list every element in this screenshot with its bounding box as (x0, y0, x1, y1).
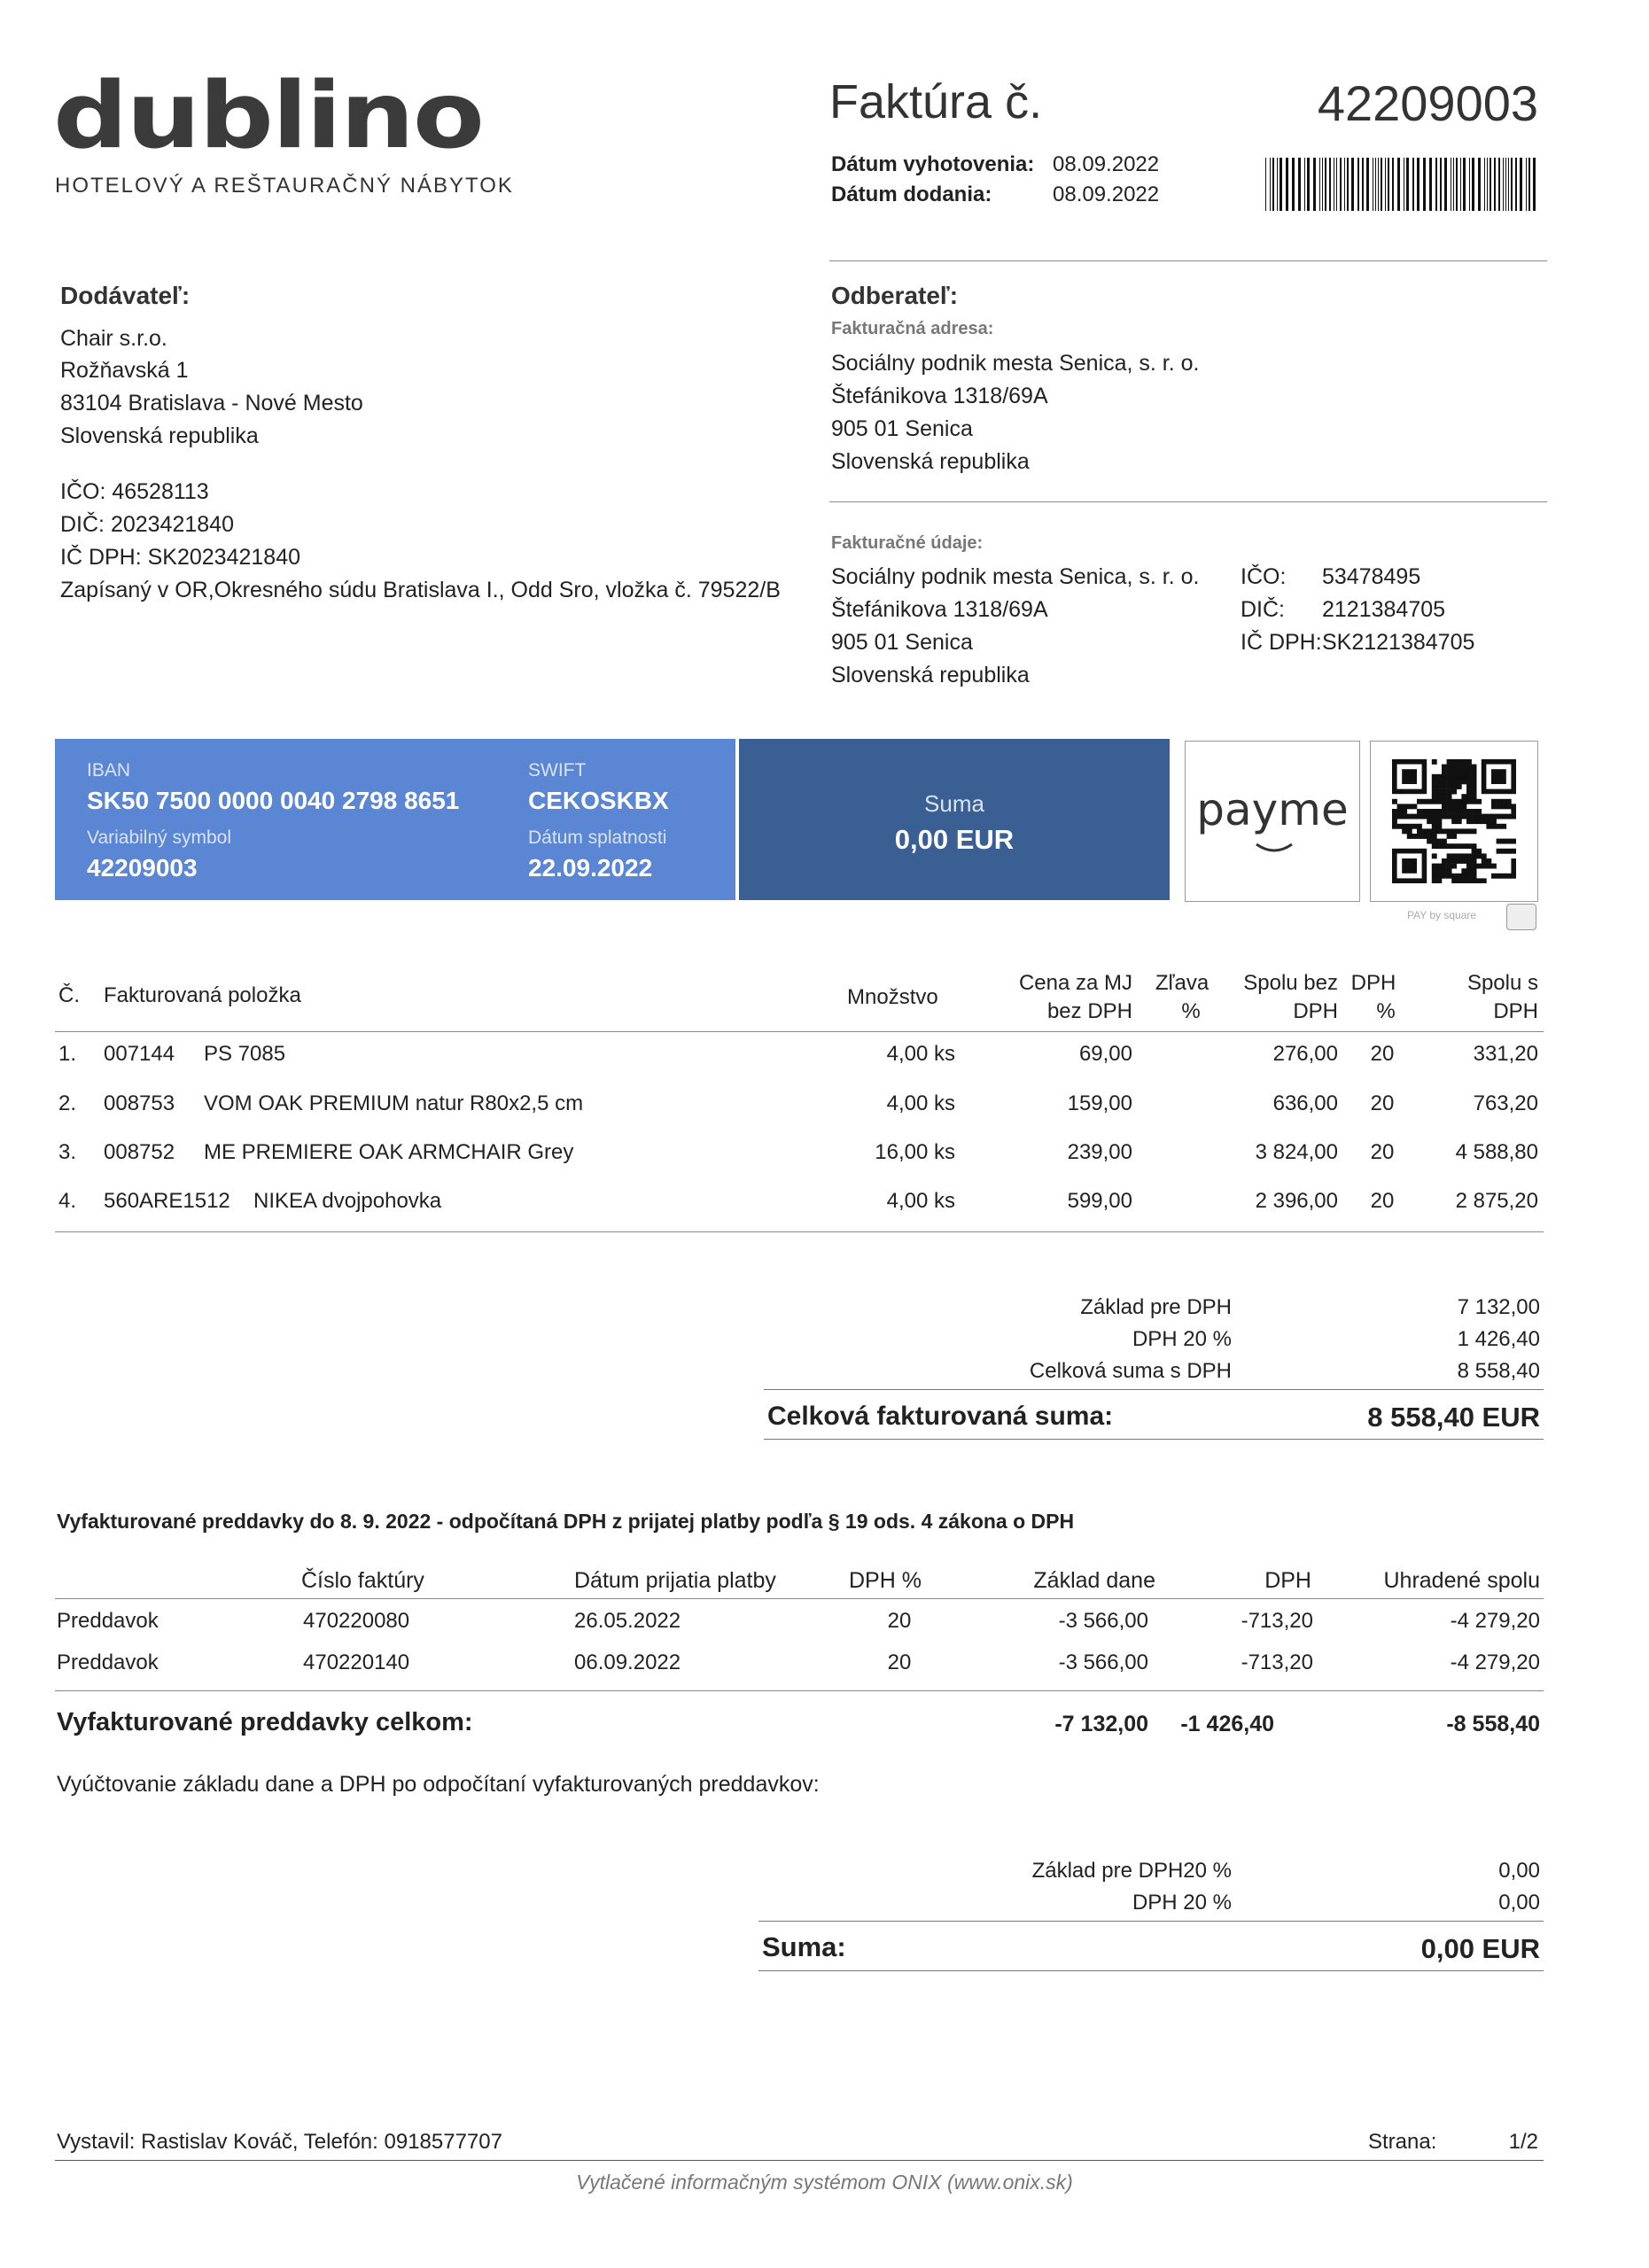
item-name: ME PREMIERE OAK ARMCHAIR Grey (204, 1140, 574, 1164)
customer-icdph: SK2121384705 (1322, 630, 1475, 655)
item-qty: 4,00 ks (886, 1189, 955, 1213)
item-qty: 4,00 ks (886, 1042, 955, 1066)
advance-vat-pct: 20 (887, 1609, 912, 1633)
item-code: 008752 (104, 1140, 175, 1164)
col-price-2: bez DPH (1046, 999, 1132, 1023)
item-no: 3. (58, 1140, 77, 1164)
advance-paid: -4 279,20 (1450, 1609, 1540, 1633)
item-qty: 4,00 ks (886, 1091, 955, 1115)
supplier-heading: Dodávateľ: (60, 282, 191, 309)
item-price: 239,00 (1067, 1140, 1132, 1164)
customer-address-line: Štefánikova 1318/69A (831, 384, 1048, 408)
customer-dic-label: DIČ: (1241, 597, 1285, 622)
supplier-dic: DIČ: 2023421840 (60, 512, 234, 537)
advance-paid: -4 279,20 (1450, 1651, 1540, 1674)
col-discount-2: % (1181, 999, 1201, 1023)
item-code: 008753 (104, 1091, 175, 1115)
customer-address-line: Sociálny podnik mesta Senica, s. r. o. (831, 351, 1200, 376)
col-vat: DPH (1350, 971, 1396, 995)
sum-value: 0,00 EUR (894, 824, 1015, 855)
col-gross-2: DPH (1493, 999, 1538, 1023)
delivery-date-label: Dátum dodania: (831, 183, 992, 206)
item-gross: 4 588,80 (1455, 1140, 1538, 1164)
payment-qr-code[interactable] (1370, 741, 1538, 902)
supplier-street: Rožňavská 1 (60, 358, 189, 383)
advance-base: -3 566,00 (1058, 1651, 1148, 1674)
iban-label: IBAN (87, 760, 131, 781)
billing-line: Štefánikova 1318/69A (831, 597, 1048, 622)
item-price: 69,00 (1078, 1042, 1132, 1066)
due-date-label: Dátum splatnosti (528, 827, 667, 848)
settle-sum-label: Suma: (762, 1931, 846, 1962)
billing-line: Slovenská republika (831, 663, 1030, 687)
billing-line: Sociálny podnik mesta Senica, s. r. o. (831, 564, 1200, 589)
adv-col-vat: DPH (1264, 1568, 1311, 1593)
item-qty: 16,00 ks (875, 1140, 955, 1164)
supplier-ico: IČO: 46528113 (60, 479, 209, 504)
item-vat: 20 (1370, 1189, 1395, 1213)
supplier-name: Chair s.r.o. (60, 326, 167, 351)
col-gross: Spolu s (1466, 971, 1538, 995)
item-gross: 2 875,20 (1455, 1189, 1538, 1213)
customer-address-line: Slovenská republika (831, 449, 1030, 474)
advance-base: -3 566,00 (1058, 1609, 1148, 1633)
settle-vat-value: 0,00 (1498, 1891, 1540, 1915)
advance-vat: -713,20 (1241, 1651, 1313, 1674)
card-icon (1506, 904, 1536, 930)
vat-base-value: 7 132,00 (1457, 1295, 1540, 1319)
supplier-city: 83104 Bratislava - Nové Mesto (60, 391, 363, 416)
item-name: PS 7085 (204, 1042, 286, 1066)
adv-col-base: Základ dane (1033, 1568, 1155, 1593)
customer-address-line: 905 01 Senica (831, 416, 973, 441)
col-price: Cena za MJ (1018, 971, 1132, 995)
item-gross: 763,20 (1473, 1091, 1538, 1115)
iban: SK50 7500 0000 0040 2798 8651 (87, 787, 460, 814)
adv-col-paid: Uhradené spolu (1383, 1568, 1540, 1593)
item-code: 007144 (104, 1042, 175, 1066)
item-vat: 20 (1370, 1091, 1395, 1115)
settle-sum-value: 0,00 EUR (1420, 1933, 1540, 1964)
advance-date: 06.09.2022 (574, 1651, 681, 1674)
item-vat: 20 (1370, 1042, 1395, 1066)
delivery-date: 08.09.2022 (1053, 183, 1160, 206)
item-net: 276,00 (1272, 1042, 1338, 1066)
issued-by: Vystavil: Rastislav Kováč, Telefón: 0918577707 (57, 2130, 502, 2154)
advances-total-vat: -1 426,40 (1180, 1712, 1274, 1736)
advance-type: Preddavok (57, 1609, 159, 1633)
col-net: Spolu bez (1243, 971, 1338, 995)
swift: CEKOSKBX (528, 787, 669, 814)
customer-ico: 53478495 (1322, 564, 1421, 589)
vat-label: DPH 20 % (1132, 1327, 1232, 1351)
col-net-2: DPH (1293, 999, 1338, 1023)
adv-col-vat-pct: DPH % (849, 1568, 922, 1593)
issue-date: 08.09.2022 (1053, 152, 1160, 176)
gross-label: Celková suma s DPH (1029, 1359, 1232, 1383)
adv-col-date: Dátum prijatia platby (574, 1568, 776, 1593)
payment-info-panel (55, 739, 735, 900)
vat-base-label: Základ pre DPH (1080, 1295, 1232, 1319)
qr-code-icon (1392, 759, 1516, 883)
advance-invoice: 470220140 (303, 1651, 410, 1674)
billing-address-label: Fakturačná adresa: (831, 319, 994, 338)
item-name: VOM OAK PREMIUM natur R80x2,5 cm (204, 1091, 584, 1115)
item-code: 560ARE1512 (104, 1189, 230, 1213)
settle-base-value: 0,00 (1498, 1859, 1540, 1883)
advances-total-label: Vyfakturované preddavky celkom: (57, 1708, 473, 1736)
col-no: Č. (58, 983, 80, 1007)
supplier-icdph: IČ DPH: SK2023421840 (60, 545, 301, 570)
item-name: NIKEA dvojpohovka (253, 1189, 442, 1213)
item-net: 2 396,00 (1255, 1189, 1338, 1213)
invoice-title: Faktúra č. (829, 75, 1043, 128)
gross-value: 8 558,40 (1457, 1359, 1540, 1383)
smile-icon (1255, 843, 1294, 855)
customer-heading: Odberateľ: (831, 282, 959, 309)
item-gross: 331,20 (1473, 1042, 1538, 1066)
adv-col-invoice: Číslo faktúry (301, 1568, 424, 1593)
swift-label: SWIFT (528, 760, 587, 781)
supplier-register: Zapísaný v OR,Okresného súdu Bratislava I., Odd Sro, vložka č. 79522/B (60, 578, 781, 602)
payme-logo: payme (1196, 784, 1349, 835)
item-net: 3 824,00 (1255, 1140, 1338, 1164)
pay-by-square-label: PAY by square (1407, 909, 1477, 921)
col-qty: Množstvo (847, 985, 938, 1009)
col-discount: Zľava (1155, 971, 1210, 995)
item-no: 1. (58, 1042, 77, 1066)
barcode (1265, 158, 1540, 211)
settle-base-label: Základ pre DPH20 % (1031, 1859, 1232, 1883)
page-label: Strana: (1368, 2130, 1437, 2154)
item-price: 159,00 (1067, 1091, 1132, 1115)
settle-vat-label: DPH 20 % (1132, 1891, 1232, 1915)
company-tagline: HOTELOVÝ A REŠTAURAČNÝ NÁBYTOK (55, 174, 514, 198)
item-vat: 20 (1370, 1140, 1395, 1164)
company-logo: dublino (53, 61, 483, 169)
col-item: Fakturovaná položka (104, 983, 301, 1007)
item-no: 4. (58, 1189, 77, 1213)
col-vat-2: % (1376, 999, 1396, 1023)
advances-total-paid: -8 558,40 (1446, 1712, 1540, 1736)
grand-total-value: 8 558,40 EUR (1367, 1402, 1540, 1433)
supplier-country: Slovenská republika (60, 423, 259, 448)
item-net: 636,00 (1272, 1091, 1338, 1115)
payme-button[interactable] (1185, 741, 1360, 902)
advance-invoice: 470220080 (303, 1609, 410, 1633)
advance-type: Preddavok (57, 1651, 159, 1674)
page-number: 1/2 (1508, 2130, 1538, 2154)
advances-total-base: -7 132,00 (1054, 1712, 1148, 1736)
grand-total-label: Celková fakturovaná suma: (767, 1402, 1114, 1431)
advance-date: 26.05.2022 (574, 1609, 681, 1633)
sum-label: Suma (924, 790, 984, 817)
item-price: 599,00 (1067, 1189, 1132, 1213)
customer-dic: 2121384705 (1322, 597, 1446, 622)
billing-data-label: Fakturačné údaje: (831, 533, 984, 553)
payment-sum-panel (739, 739, 1170, 900)
variable-symbol-label: Variabilný symbol (87, 827, 232, 848)
customer-icdph-label: IČ DPH: (1241, 630, 1322, 655)
vat-value: 1 426,40 (1457, 1327, 1540, 1351)
invoice-number: 42209003 (1317, 75, 1538, 131)
advances-heading: Vyfakturované preddavky do 8. 9. 2022 - odpočítaná DPH z prijatej platby podľa § 19 ods. 4 zákona o DPH (57, 1510, 1075, 1533)
billing-line: 905 01 Senica (831, 630, 973, 655)
variable-symbol: 42209003 (87, 854, 198, 882)
settlement-note: Vyúčtovanie základu dane a DPH po odpočítaní vyfakturovaných preddavkov: (57, 1772, 820, 1797)
advance-vat-pct: 20 (887, 1651, 912, 1674)
issue-date-label: Dátum vyhotovenia: (831, 152, 1035, 176)
item-no: 2. (58, 1091, 77, 1115)
printed-by-note: Vytlačené informačným systémom ONIX (www.onix.sk) (576, 2171, 1073, 2194)
customer-ico-label: IČO: (1241, 564, 1287, 589)
advance-vat: -713,20 (1241, 1609, 1313, 1633)
due-date: 22.09.2022 (528, 854, 653, 882)
